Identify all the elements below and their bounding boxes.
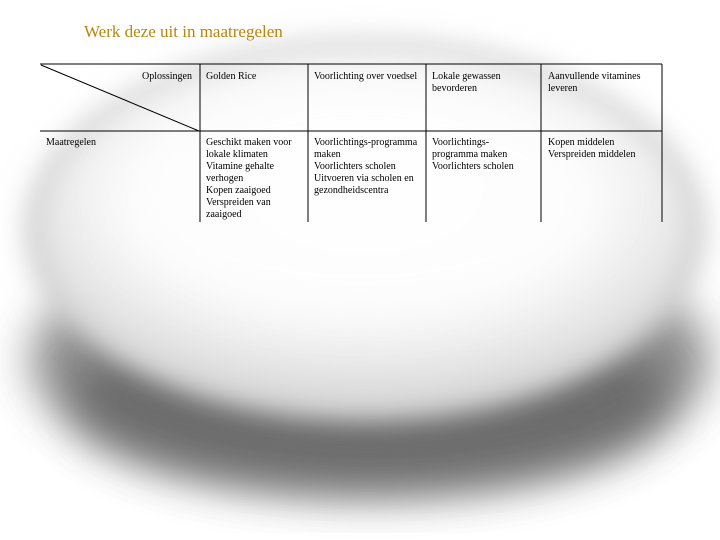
cell-line: Geschikt maken voor lokale klimaten: [206, 137, 292, 160]
cell-line: Vitamine gehalte verhogen: [206, 161, 274, 184]
cell-line: Verspreiden van zaaigoed: [206, 197, 271, 220]
column-header-golden-rice: Golden Rice: [206, 71, 257, 82]
slide-title: Werk deze uit in maatregelen: [84, 22, 283, 41]
cell-line: Kopen zaaigoed: [206, 185, 271, 196]
corner-label-solutions: Oplossingen: [142, 71, 192, 82]
table-cell-voorlichting: [314, 137, 424, 197]
cell-line: Voorlichters scholen: [432, 161, 514, 172]
column-header-lokale-gewassen: Lokale gewassen bevorderen: [432, 71, 501, 94]
column-header-voorlichting: Voorlichting over voedsel: [314, 71, 418, 82]
column-header-vitamines: Aanvullende vitamines leveren: [548, 71, 641, 94]
cell-line: Voorlichters scholen: [314, 161, 396, 172]
cell-line: Voorlichtings-programma maken: [432, 137, 508, 160]
table-cell-vitamines: [548, 137, 660, 161]
cell-line: Verspreiden middelen: [548, 149, 636, 160]
cell-line: Kopen middelen: [548, 137, 615, 148]
table-cell-golden-rice: [206, 137, 306, 221]
table-cell-lokale-gewassen: [432, 137, 532, 173]
cell-line: Voorlichtings-programma maken: [314, 137, 418, 160]
cell-line: Uitvoeren via scholen en gezondheidscentra: [314, 173, 414, 196]
corner-label-measures: Maatregelen: [46, 137, 96, 148]
